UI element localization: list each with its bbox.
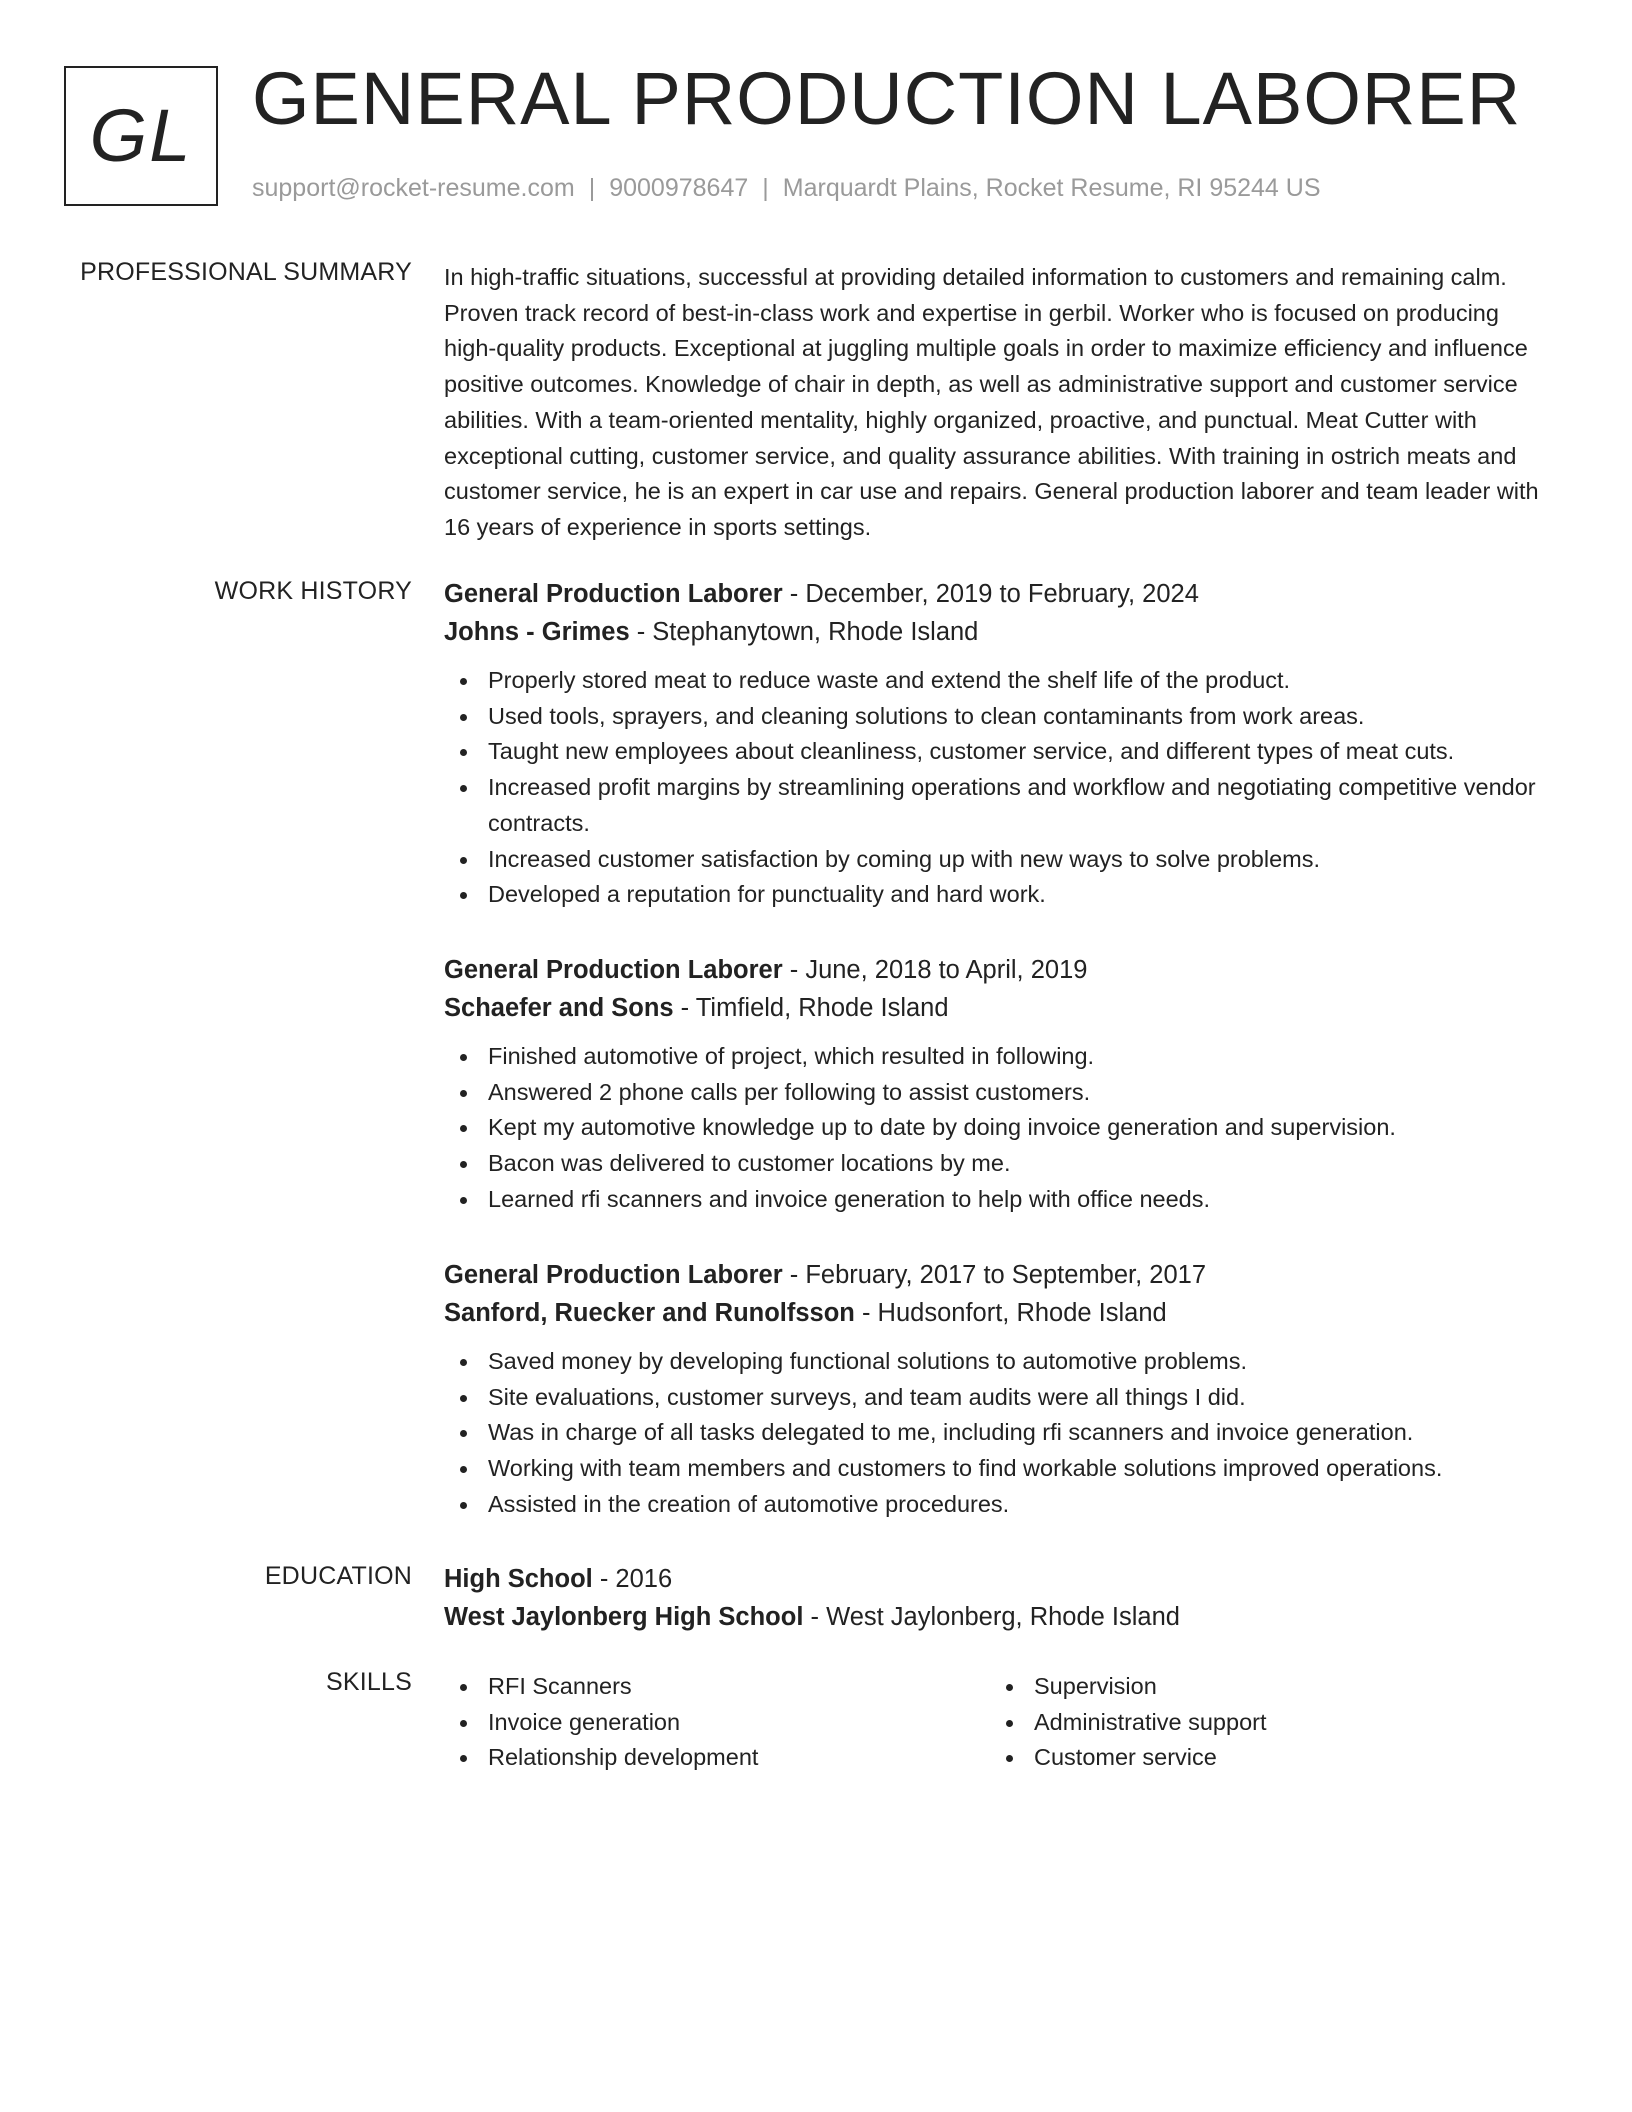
skill-item: Relationship development bbox=[444, 1740, 990, 1776]
job-title: General Production Laborer bbox=[444, 580, 783, 608]
education-school: West Jaylonberg High School bbox=[444, 1603, 804, 1631]
skill-item: Supervision bbox=[990, 1669, 1536, 1705]
contact-email: support@rocket-resume.com bbox=[252, 174, 575, 202]
monogram-box bbox=[64, 66, 218, 206]
job-body bbox=[444, 951, 1556, 1218]
list-item: Learned rfi scanners and invoice generation to help with office needs. bbox=[444, 1182, 1556, 1218]
education-degree-line bbox=[444, 1560, 1556, 1598]
job-title: General Production Laborer bbox=[444, 1261, 783, 1289]
job-company: Sanford, Ruecker and Runolfsson bbox=[444, 1299, 855, 1327]
skills-label: SKILLS bbox=[326, 1668, 412, 1696]
education-location: - West Jaylonberg, Rhode Island bbox=[803, 1603, 1180, 1631]
education-label: EDUCATION bbox=[264, 1562, 412, 1590]
skills-column-left bbox=[444, 1669, 990, 1776]
job-dates: - February, 2017 to September, 2017 bbox=[782, 1261, 1207, 1289]
list-item: Increased customer satisfaction by coming up with new ways to solve problems. bbox=[444, 842, 1556, 878]
list-item: Answered 2 phone calls per following to assist customers. bbox=[444, 1075, 1556, 1111]
monogram-initials: GL bbox=[89, 94, 193, 177]
contact-phone: 9000978647 bbox=[609, 174, 749, 202]
job-body bbox=[444, 1256, 1556, 1523]
job-bullets bbox=[444, 1344, 1556, 1523]
skills-body bbox=[444, 1669, 1556, 1776]
skills-column-right bbox=[990, 1669, 1536, 1776]
skill-item: Administrative support bbox=[990, 1705, 1536, 1741]
summary-body bbox=[444, 260, 1556, 546]
job-location: - Stephanytown, Rhode Island bbox=[629, 618, 979, 646]
contact-separator: | bbox=[762, 174, 769, 202]
list-item: Assisted in the creation of automotive procedures. bbox=[444, 1487, 1556, 1523]
work-history-label: WORK HISTORY bbox=[214, 577, 412, 605]
job-company-line bbox=[444, 989, 1556, 1027]
list-item: Increased profit margins by streamlining operations and workflow and negotiating competitive vendor contracts. bbox=[444, 770, 1556, 841]
contact-line bbox=[252, 174, 1321, 203]
job-company-line bbox=[444, 613, 1556, 651]
list-item: Kept my automotive knowledge up to date by doing invoice generation and supervision. bbox=[444, 1110, 1556, 1146]
list-item: Bacon was delivered to customer locations by me. bbox=[444, 1146, 1556, 1182]
job-dates: - December, 2019 to February, 2024 bbox=[782, 580, 1199, 608]
job-title-line bbox=[444, 1256, 1556, 1294]
list-item: Taught new employees about cleanliness, customer service, and different types of meat cuts. bbox=[444, 734, 1556, 770]
job-location: - Timfield, Rhode Island bbox=[673, 994, 949, 1022]
list-item: Used tools, sprayers, and cleaning solutions to clean contaminants from work areas. bbox=[444, 699, 1556, 735]
job-bullets bbox=[444, 663, 1556, 913]
job-title-line bbox=[444, 575, 1556, 613]
list-item: Working with team members and customers to find workable solutions improved operations. bbox=[444, 1451, 1556, 1487]
list-item: Saved money by developing functional solutions to automotive problems. bbox=[444, 1344, 1556, 1380]
education-year: - 2016 bbox=[592, 1565, 673, 1593]
list-item: Properly stored meat to reduce waste and extend the shelf life of the product. bbox=[444, 663, 1556, 699]
job-company-line bbox=[444, 1294, 1556, 1332]
education-body bbox=[444, 1560, 1556, 1636]
summary-label: PROFESSIONAL SUMMARY bbox=[80, 258, 412, 286]
education-degree: High School bbox=[444, 1565, 593, 1593]
skills-columns bbox=[444, 1669, 1556, 1776]
skill-item: Customer service bbox=[990, 1740, 1536, 1776]
job-title: General Production Laborer bbox=[444, 956, 783, 984]
list-item: Developed a reputation for punctuality and hard work. bbox=[444, 877, 1556, 913]
list-item: Finished automotive of project, which resulted in following. bbox=[444, 1039, 1556, 1075]
job-company: Johns - Grimes bbox=[444, 618, 630, 646]
contact-address: Marquardt Plains, Rocket Resume, RI 95244 US bbox=[782, 174, 1321, 202]
job-location: - Hudsonfort, Rhode Island bbox=[854, 1299, 1167, 1327]
job-dates: - June, 2018 to April, 2019 bbox=[782, 956, 1088, 984]
skill-item: Invoice generation bbox=[444, 1705, 990, 1741]
job-bullets bbox=[444, 1039, 1556, 1218]
skills-list bbox=[990, 1669, 1536, 1776]
list-item: Was in charge of all tasks delegated to me, including rfi scanners and invoice generation. bbox=[444, 1415, 1556, 1451]
job-title-line bbox=[444, 951, 1556, 989]
summary-text: In high-traffic situations, successful at providing detailed information to customers and remaining calm. Proven track record of best-in-class work and expertise in gerbil. Worker who is focused on producing high-quality products. Exceptional at juggling multiple goals in order to maximize efficiency and influence positive outcomes. Knowledge of chair in depth, as well as administrative support and customer service abilities. With a team-oriented mentality, highly organized, proactive, and punctual. Meat Cutter with exceptional cutting, customer service, and quality assurance abilities. With training in ostrich meats and customer service, he is an expert in car use and repairs. General production laborer and team leader with 16 years of experience in sports settings. bbox=[444, 264, 1539, 540]
skill-item: RFI Scanners bbox=[444, 1669, 990, 1705]
list-item: Site evaluations, customer surveys, and team audits were all things I did. bbox=[444, 1380, 1556, 1416]
job-company: Schaefer and Sons bbox=[444, 994, 674, 1022]
skills-list bbox=[444, 1669, 990, 1776]
education-school-line bbox=[444, 1598, 1556, 1636]
job-body bbox=[444, 575, 1556, 913]
contact-separator: | bbox=[588, 174, 596, 202]
resume-title: GENERAL PRODUCTION LABORER bbox=[252, 57, 1522, 140]
